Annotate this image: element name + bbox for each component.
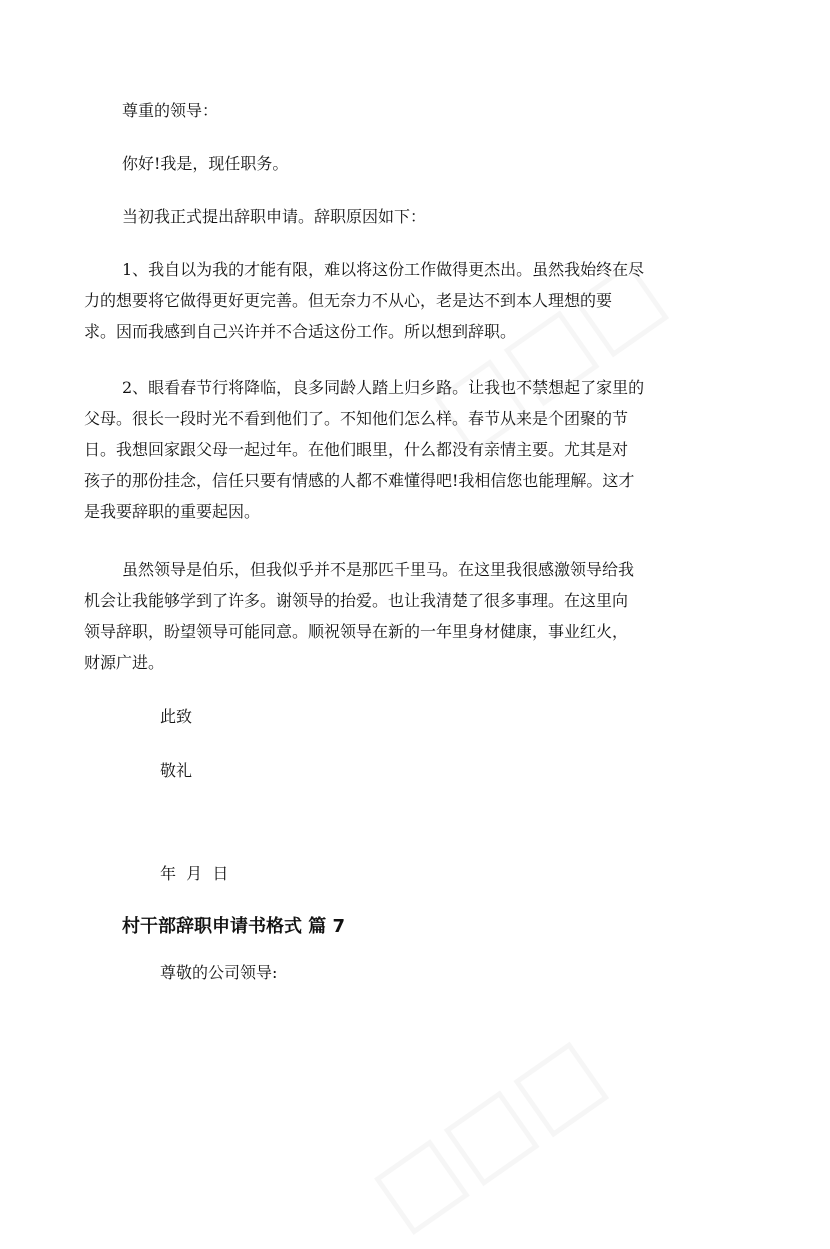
reason-2-paragraph [84, 372, 744, 527]
paragraph-line: 虽然领导是伯乐，但我似乎并不是那匹千里马。在这里我很感激领导给我 [122, 560, 635, 579]
paragraph-line: 领导辞职，盼望领导可能同意。顺祝领导在新的一年里身材健康，事业红火， [84, 622, 629, 641]
paragraph-line: 孩子的那份挂念，信任只要有情感的人都不难懂得吧!我相信您也能理解。这才 [84, 471, 635, 490]
next-salutation: 尊敬的公司领导: [160, 963, 278, 982]
paragraph-line: 财源广进。 [84, 653, 165, 672]
paragraph-line: 日。我想回家跟父母一起过年。在他们眼里，什么都没有亲情主要。尤其是对 [84, 440, 629, 459]
greeting: 你好!我是，现任职务。 [122, 154, 289, 173]
section-heading: 村干部辞职申请书格式 篇 7 [122, 916, 346, 937]
sign-off-regards: 此致 [160, 707, 193, 726]
paragraph-line: 求。因而我感到自己兴许并不合适这份工作。所以想到辞职。 [84, 322, 517, 341]
salutation: 尊重的领导： [122, 101, 219, 120]
paragraph-line: 1、我自以为我的才能有限，难以将这份工作做得更杰出。虽然我始终在尽 [122, 260, 645, 279]
intro-line: 当初我正式提出辞职申请。辞职原因如下： [122, 207, 427, 226]
date-line: 年 月 日 [160, 864, 229, 883]
paragraph-line: 力的想要将它做得更好更完善。但无奈力不从心，老是达不到本人理想的要 [84, 291, 613, 310]
closing-paragraph [84, 554, 744, 678]
sign-off-salute: 敬礼 [160, 761, 193, 780]
paragraph-line: 是我要辞职的重要起因。 [84, 502, 261, 521]
watermark [353, 1016, 622, 1248]
paragraph-line: 机会让我能够学到了许多。谢领导的抬爱。也让我清楚了很多事理。在这里向 [84, 591, 629, 610]
paragraph-line: 父母。很长一段时光不看到他们了。不知他们怎么样。春节从来是个团聚的节 [84, 409, 629, 428]
reason-1-paragraph [84, 254, 744, 347]
paragraph-line: 2、眼看春节行将降临，良多同龄人踏上归乡路。让我也不禁想起了家里的 [122, 378, 645, 397]
